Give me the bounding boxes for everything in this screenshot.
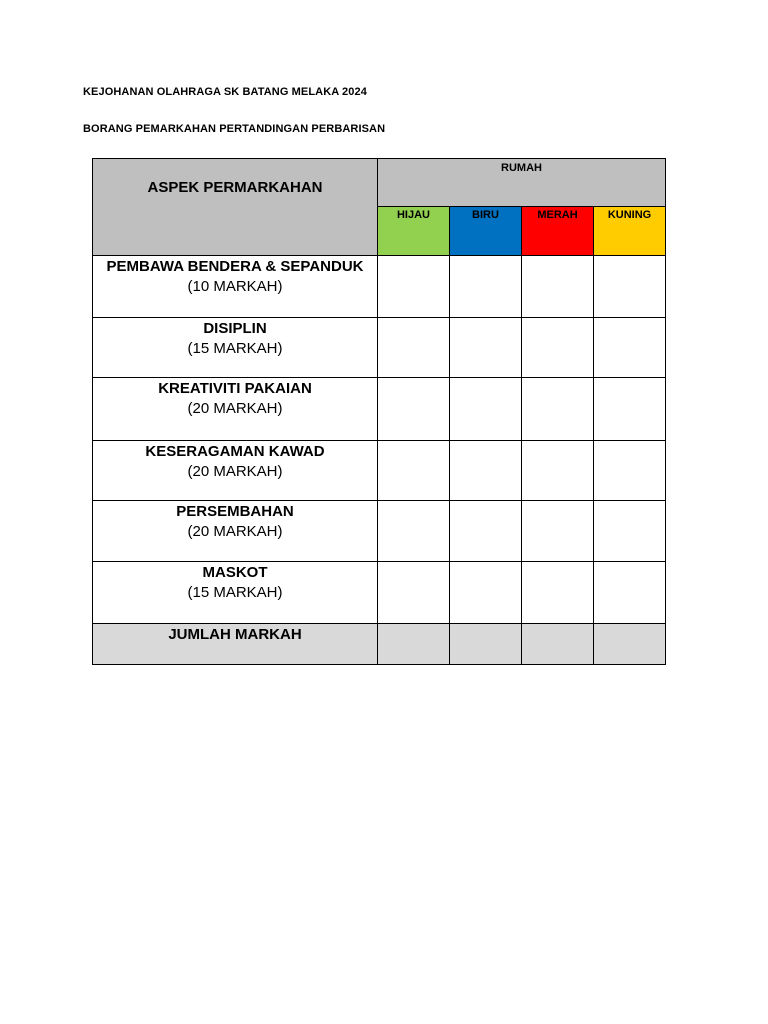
score-cell-biru[interactable] xyxy=(450,562,522,624)
aspect-max-marks: (15 MARKAH) xyxy=(187,340,283,357)
score-cell-merah[interactable] xyxy=(522,256,594,318)
aspect-name: KREATIVITI PAKAIAN xyxy=(158,380,312,397)
house-header-hijau xyxy=(378,207,450,256)
house-label-hijau: HIJAU xyxy=(396,209,430,221)
total-cell-biru[interactable] xyxy=(450,624,522,665)
house-header-kuning xyxy=(594,207,666,256)
score-cell-biru[interactable] xyxy=(450,441,522,501)
house-header-biru xyxy=(450,207,522,256)
score-cell-kuning[interactable] xyxy=(594,256,666,318)
aspect-cell xyxy=(93,501,378,562)
score-cell-hijau[interactable] xyxy=(378,318,450,378)
aspect-max-marks: (20 MARKAH) xyxy=(187,400,283,417)
total-row xyxy=(93,624,666,665)
aspect-cell xyxy=(93,256,378,318)
score-cell-biru[interactable] xyxy=(450,318,522,378)
score-cell-kuning[interactable] xyxy=(594,441,666,501)
total-cell-hijau[interactable] xyxy=(378,624,450,665)
score-cell-biru[interactable] xyxy=(450,378,522,441)
aspect-name: PERSEMBAHAN xyxy=(176,503,294,520)
total-cell-merah[interactable] xyxy=(522,624,594,665)
aspect-cell xyxy=(93,318,378,378)
score-cell-merah[interactable] xyxy=(522,378,594,441)
aspect-header-label: ASPEK PERMARKAHAN xyxy=(147,179,323,196)
score-cell-merah[interactable] xyxy=(522,318,594,378)
score-cell-merah[interactable] xyxy=(522,441,594,501)
score-cell-hijau[interactable] xyxy=(378,256,450,318)
table-row xyxy=(93,501,666,562)
aspect-name: MASKOT xyxy=(202,564,268,581)
score-cell-hijau[interactable] xyxy=(378,562,450,624)
score-cell-kuning[interactable] xyxy=(594,318,666,378)
score-cell-kuning[interactable] xyxy=(594,562,666,624)
table-row xyxy=(93,256,666,318)
score-cell-hijau[interactable] xyxy=(378,441,450,501)
table-row xyxy=(93,378,666,441)
table-row xyxy=(93,318,666,378)
score-cell-kuning[interactable] xyxy=(594,501,666,562)
aspect-name: PEMBAWA BENDERA & SEPANDUK xyxy=(106,258,364,275)
house-group-header-cell xyxy=(378,159,666,207)
score-cell-biru[interactable] xyxy=(450,256,522,318)
table-header-row xyxy=(93,159,666,207)
aspect-cell xyxy=(93,562,378,624)
aspect-header-cell xyxy=(93,159,378,256)
aspect-name: KESERAGAMAN KAWAD xyxy=(145,443,325,460)
score-cell-hijau[interactable] xyxy=(378,501,450,562)
table-row xyxy=(93,562,666,624)
score-cell-hijau[interactable] xyxy=(378,378,450,441)
document-title: KEJOHANAN OLAHRAGA SK BATANG MELAKA 2024 xyxy=(83,86,367,98)
score-cell-merah[interactable] xyxy=(522,562,594,624)
house-label-kuning: KUNING xyxy=(607,209,652,221)
score-cell-kuning[interactable] xyxy=(594,378,666,441)
aspect-max-marks: (20 MARKAH) xyxy=(187,463,283,480)
aspect-max-marks: (10 MARKAH) xyxy=(187,278,283,295)
aspect-name: DISIPLIN xyxy=(203,320,267,337)
aspect-max-marks: (20 MARKAH) xyxy=(187,523,283,540)
house-group-header-label: RUMAH xyxy=(501,162,542,174)
score-cell-biru[interactable] xyxy=(450,501,522,562)
total-label-cell xyxy=(93,624,378,665)
score-cell-merah[interactable] xyxy=(522,501,594,562)
table-row xyxy=(93,441,666,501)
aspect-max-marks: (15 MARKAH) xyxy=(187,584,283,601)
total-label: JUMLAH MARKAH xyxy=(168,626,302,643)
scoring-table xyxy=(92,158,666,665)
total-cell-kuning[interactable] xyxy=(594,624,666,665)
document-subtitle: BORANG PEMARKAHAN PERTANDINGAN PERBARISAN xyxy=(83,123,386,135)
aspect-cell xyxy=(93,378,378,441)
house-label-biru: BIRU xyxy=(472,209,499,221)
house-label-merah: MERAH xyxy=(537,209,578,221)
house-header-merah xyxy=(522,207,594,256)
aspect-cell xyxy=(93,441,378,501)
